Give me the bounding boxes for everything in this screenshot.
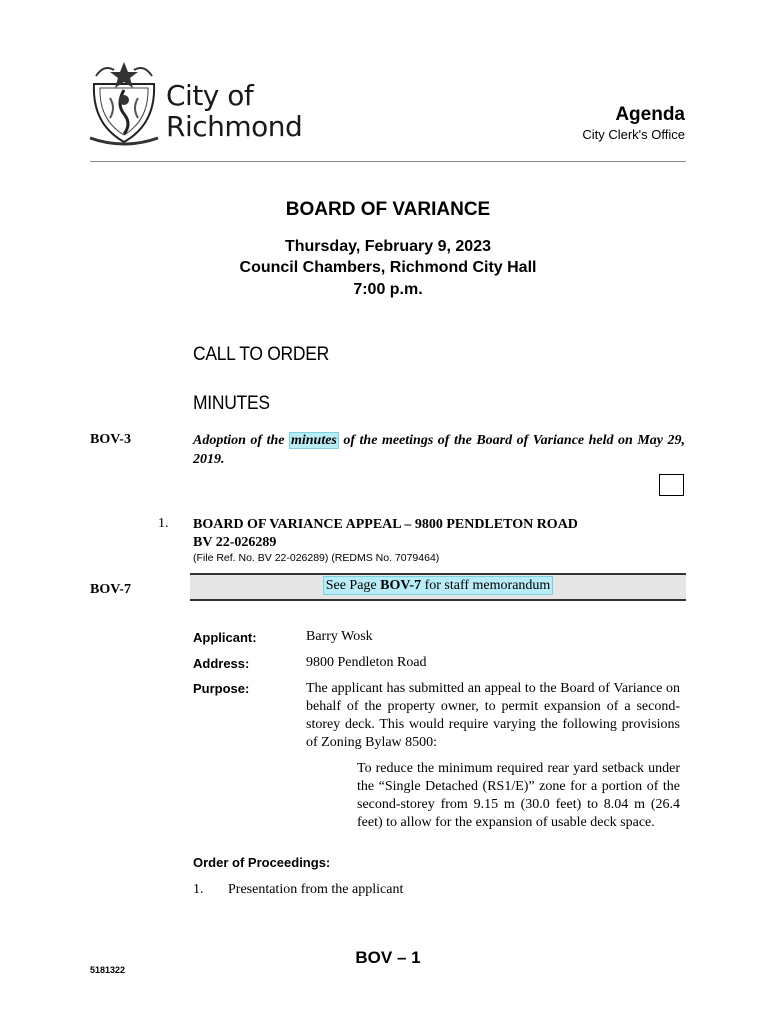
order-of-proceedings-label: Order of Proceedings: (193, 855, 331, 870)
applicant-label: Applicant: (193, 630, 257, 645)
minutes-text-before: Adoption of the (193, 433, 289, 448)
memo-page-link: BOV-7 (380, 578, 422, 593)
meeting-date: Thursday, February 9, 2023 (284, 238, 491, 255)
section-call-to-order: CALL TO ORDER (193, 344, 329, 365)
minutes-adoption-text (193, 431, 685, 469)
memo-link-bar (190, 578, 686, 594)
memo-text-before: See Page (325, 578, 381, 593)
document-number: 5181322 (90, 965, 126, 975)
header-divider (90, 161, 686, 162)
memo-page-ref: BOV-7 (90, 582, 131, 597)
minutes-text-after: of the meetings of the Board of Variance held on May 29, 2019. (193, 433, 685, 467)
purpose-detail: To reduce the minimum required rear yard setback under the “Single Detached (RS1/E)” zone for a portion of the second-storey from 9.15 m (30.0 feet) to 8.04 m (26.4 feet) to allow for the expansion of usable deck space. (357, 761, 680, 830)
appeal-title: BOARD OF VARIANCE APPEAL – 9800 PENDLETON ROAD (193, 517, 578, 532)
city-logo-wordmark (166, 80, 302, 142)
appeal-file-ref: (File Ref. No. BV 22-026289) (REDMS No. 7079464) (193, 552, 440, 564)
agenda-title: Agenda (615, 104, 685, 125)
meeting-time: 7:00 p.m. (353, 281, 423, 298)
order-item-text: Presentation from the applicant (228, 882, 404, 897)
applicant-value: Barry Wosk (306, 629, 373, 644)
section-minutes: MINUTES (193, 393, 270, 414)
city-crest-logo (86, 54, 162, 150)
appeal-bv-number: BV 22-026289 (193, 535, 277, 550)
memo-link[interactable] (323, 576, 554, 595)
appeal-number: 1. (158, 516, 169, 531)
meeting-location: Council Chambers, Richmond City Hall (239, 259, 537, 276)
purpose-label: Purpose: (193, 681, 250, 696)
minutes-link[interactable]: minutes (290, 433, 337, 448)
logo-line-1: City of (166, 79, 254, 112)
appeal-heading (193, 516, 578, 552)
memo-text-after: for staff memorandum (421, 578, 551, 593)
order-item-number: 1. (193, 882, 204, 897)
meeting-title: BOARD OF VARIANCE (285, 199, 491, 220)
minutes-page-ref: BOV-3 (90, 432, 131, 447)
logo-line-2: Richmond (166, 110, 303, 143)
approval-checkbox[interactable] (659, 474, 684, 496)
agenda-subtitle: City Clerk's Office (582, 127, 685, 142)
address-label: Address: (193, 656, 250, 671)
page-number: BOV – 1 (355, 948, 421, 967)
address-value: 9800 Pendleton Road (306, 655, 427, 670)
purpose-text: The applicant has submitted an appeal to the Board of Variance on behalf of the property owner, to permit expansion of a second-storey deck. This would require varying the following provisions of Zoning Bylaw 8500: (306, 681, 680, 750)
